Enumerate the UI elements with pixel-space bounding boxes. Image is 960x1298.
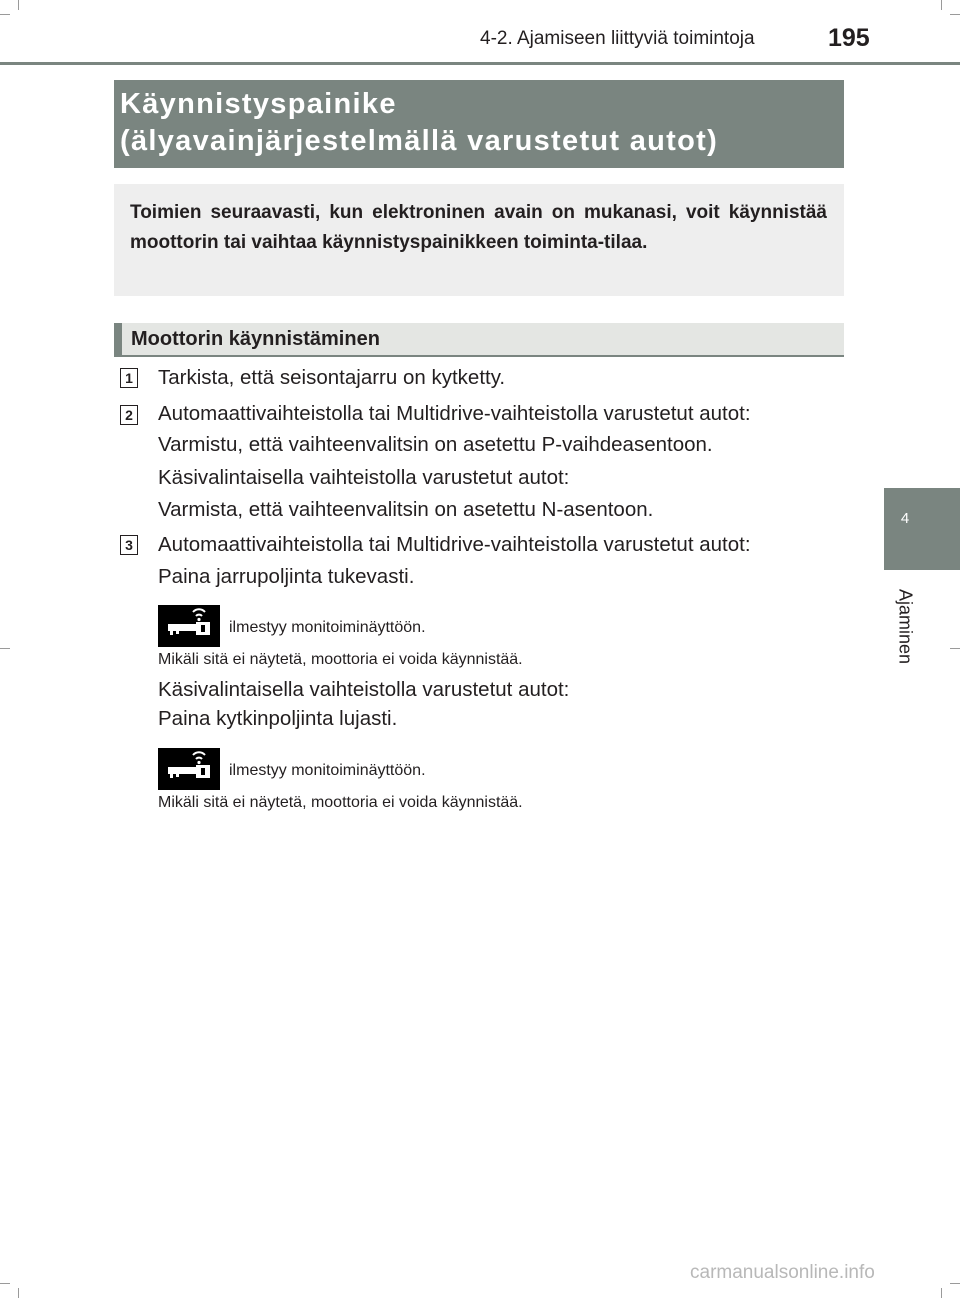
- step-2-manual-line-2: Varmista, että vaihteenvalitsin on asetettu N-asentoon.: [158, 498, 654, 521]
- step-3-manual-line-1: Käsivalintaisella vaihteistolla varustetut autot:: [158, 678, 570, 701]
- step-3-line-1: Automaattivaihteistolla tai Multidrive-vaihteistolla varustetut autot:: [158, 533, 751, 556]
- crop-mark: [0, 648, 10, 649]
- indicator-1-note: Mikäli sitä ei näytetä, moottoria ei voida käynnistää.: [158, 651, 523, 668]
- key-brake-indicator-icon: [158, 605, 220, 647]
- chapter-tab: [884, 488, 960, 570]
- intro-box: [114, 184, 844, 296]
- crop-mark: [0, 14, 10, 15]
- page-title-line1: Käynnistyspainike: [120, 88, 397, 120]
- step-number-badge: 2: [120, 405, 138, 425]
- indicator-2-note: Mikäli sitä ei näytetä, moottoria ei voida käynnistää.: [158, 794, 523, 811]
- chapter-number: 4: [900, 510, 910, 527]
- header-rule: [0, 62, 960, 65]
- step-2-line-2: Varmistu, että vaihteenvalitsin on asetettu P-vaihdeasentoon.: [158, 433, 713, 456]
- chapter-label: Ajaminen: [895, 588, 916, 665]
- running-header: 4-2. Ajamiseen liittyviä toimintoja: [480, 28, 755, 49]
- watermark: carmanualsonline.info: [690, 1262, 875, 1283]
- crop-mark: [950, 648, 960, 649]
- section-heading-title: Moottorin käynnistäminen: [131, 328, 380, 350]
- page-title-line2: (älyavainjärjestelmällä varustetut autot): [120, 125, 719, 157]
- page-title: [120, 86, 718, 160]
- indicator-1-text: ilmestyy monitoiminäyttöön.: [229, 619, 426, 636]
- indicator-2-text: ilmestyy monitoiminäyttöön.: [229, 762, 426, 779]
- step-number-badge: 3: [120, 535, 138, 555]
- crop-mark: [18, 0, 19, 10]
- crop-mark: [941, 0, 942, 10]
- intro-text: Toimien seuraavasti, kun elektroninen avain on mukanasi, voit käynnistää moottorin tai vaihtaa käynnistyspainikkeen toiminta-tilaa.: [130, 202, 827, 253]
- crop-mark: [0, 1283, 10, 1284]
- step-2-line-1: Automaattivaihteistolla tai Multidrive-vaihteistolla varustetut autot:: [158, 402, 751, 425]
- chapter-label-wrap: [888, 578, 922, 678]
- step-number-badge: 1: [120, 368, 138, 388]
- step-3-line-2: Paina jarrupoljinta tukevasti.: [158, 565, 415, 588]
- crop-mark: [18, 1288, 19, 1298]
- step-2-manual-line-1: Käsivalintaisella vaihteistolla varustetut autot:: [158, 466, 570, 489]
- step-3-manual-line-2: Paina kytkinpoljinta lujasti.: [158, 707, 398, 730]
- page-number: 195: [828, 24, 870, 52]
- key-clutch-indicator-icon: [158, 748, 220, 790]
- page-title-box: [114, 80, 844, 168]
- crop-mark: [941, 1288, 942, 1298]
- crop-mark: [950, 1283, 960, 1284]
- step-1-text: Tarkista, että seisontajarru on kytketty.: [158, 366, 506, 389]
- crop-mark: [950, 14, 960, 15]
- section-heading-bar: [114, 323, 122, 357]
- section-heading: [114, 323, 844, 357]
